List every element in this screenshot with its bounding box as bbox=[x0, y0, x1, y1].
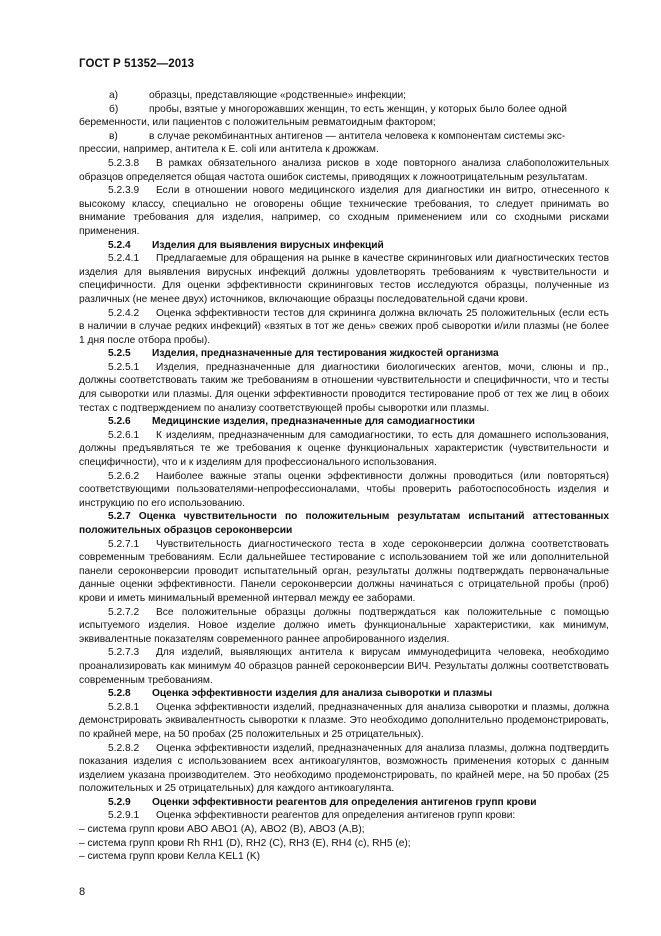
paragraph-text: Оценка эффективности тестов для скрининга должна включать 25 положительных (если есть в наличии в случае редких инфекций) «взятых в тот же день» свежих проб сыворотки и/или плазмы (не более 1 дня после отбора пробы). bbox=[79, 307, 609, 346]
paragraph-5-2-6-1 bbox=[79, 429, 609, 470]
clause-number: 5.2.7.2 bbox=[108, 606, 140, 618]
paragraph-text: К изделиям, предназначенным для самодиагностики, то есть для домашнего использования, должны предъявляться те же требования к оценке функциональных характеристик (чувствительности и специфичности), что и к изделиям для профессионального использования. bbox=[79, 429, 609, 469]
clause-number: 5.2.3.9 bbox=[108, 185, 140, 197]
paragraph-text: Все положительные образцы должны подтверждаться как положительные с помощью испытуемого изделия. Новое изделие должно иметь функциональные характеристики, как минимум, эквивалентные показателям современного раннее апробированного изделия. bbox=[79, 606, 609, 645]
clause-number: 5.2.8.2 bbox=[108, 742, 140, 754]
clause-number: 5.2.7.1 bbox=[108, 538, 140, 550]
list-text: пробы, взятые у многорожавших женщин, то есть женщин, у которых было более одной bbox=[149, 103, 567, 115]
heading-5-2-6 bbox=[79, 415, 609, 429]
page-number: 8 bbox=[79, 886, 86, 898]
paragraph-5-2-3-9 bbox=[79, 184, 609, 238]
clause-number: 5.2.9.1 bbox=[108, 810, 140, 822]
heading-number: 5.2.8 bbox=[108, 688, 131, 700]
heading-5-2-9 bbox=[79, 796, 609, 810]
paragraph-5-2-9-1 bbox=[79, 809, 609, 823]
list-item-a bbox=[79, 89, 609, 103]
paragraph-5-2-7-1 bbox=[79, 538, 609, 606]
paragraph-text: Оценка эффективности изделий, предназначенных для анализа сыворотки и плазмы, должна демонстрировать эквивалентность сыворотки к плазме. Это необходимо дополнительно продемонстрировать, по крайней мере, на 50 пробах (25 положительных и 25 отрицательных). bbox=[79, 701, 609, 740]
clause-number: 5.2.4.1 bbox=[108, 253, 140, 265]
paragraph-text: Для изделий, выявляющих антитела к вирусам иммунодефицита человека, необходимо проанализировать как минимум 40 образцов ранней сероконверсии ВИЧ. Результаты должны соответствовать современным требованиям. bbox=[79, 647, 609, 686]
heading-number: 5.2.9 bbox=[108, 796, 131, 808]
clause-number: 5.2.5.1 bbox=[108, 361, 140, 373]
heading-5-2-5 bbox=[79, 347, 609, 361]
paragraph-text: Если в отношении нового медицинского изделия для диагностики ин витро, отнесенного к высокому классу, специально не оговорены общие технические требования, то следует принимать во внимание требования для изделия, например, со сходным применением или со сходными рисками применения. bbox=[79, 185, 609, 237]
heading-5-2-7: 5.2.7 Оценка чувствительности по положительным результатам испытаний аттестованных положительных образцов сероконверсии bbox=[79, 511, 609, 536]
clause-number: 5.2.7.3 bbox=[108, 647, 140, 659]
heading-text: Оценка эффективности изделия для анализа сыворотки и плазмы bbox=[152, 688, 493, 700]
list-item-b bbox=[79, 103, 609, 117]
document-header: ГОСТ Р 51352—2013 bbox=[79, 58, 195, 70]
paragraph-text: Оценка эффективности реагентов для определения антигенов групп крови: bbox=[156, 810, 516, 822]
heading-text: Изделия для выявления вирусных инфекций bbox=[152, 239, 384, 251]
paragraph-5-2-8-1 bbox=[79, 701, 609, 742]
paragraph-5-2-4-1 bbox=[79, 252, 609, 306]
dash-list-item: – система групп крови Rh RH1 (D), RH2 (C), RH3 (E), RH4 (c), RH5 (e); bbox=[79, 837, 411, 849]
paragraph-text: Предлагаемые для обращения на рынке в качестве скрининговых или диагностических тестов изделия для выявления вирусных инфекций должны удовлетворять требованиям к чувствительности и специфичности. Для оценки эффективности скрининговых тестов исследуются образцы, полученные из различных (не менее двух) источников, включающие образцы последовательной сдачи крови. bbox=[79, 253, 609, 305]
paragraph-text: Чувствительность диагностического теста в ходе сероконверсии должна соответствовать современным требованиям. Если дальнейшее тестирование с использованием той же или дополнительной панели сероконверсии проводит испытательный орган, результаты должны подтверждать первоначальные данные оценки эффективности. Панели сероконверсии должны начинаться с отрицательной пробы (проб) крови и иметь минимальный временной интервал между ее заборами. bbox=[79, 538, 609, 604]
heading-number: 5.2.6 bbox=[108, 416, 131, 428]
clause-number: 5.2.3.8 bbox=[108, 157, 140, 169]
heading-text: Медицинские изделия, предназначенные для самодиагностики bbox=[152, 416, 475, 428]
heading-text: Изделия, предназначенные для тестирования жидкостей организма bbox=[152, 348, 499, 360]
paragraph-text: В рамках обязательного анализа рисков в ходе повторного анализа слабоположительных образцов определяется общая частота ошибок системы, приводящих к ложноотрицательным результатам. bbox=[79, 157, 609, 183]
paragraph-5-2-7-3 bbox=[79, 646, 609, 687]
list-text-continuation: беременности, или пациентов с положительным ревматоидным фактором; bbox=[79, 117, 436, 129]
list-text: образцы, представляющие «родственные» инфекции; bbox=[149, 90, 406, 101]
list-letter: в) bbox=[109, 130, 118, 142]
paragraph-5-2-6-2 bbox=[79, 470, 609, 511]
list-letter: б) bbox=[109, 103, 119, 115]
heading-5-2-8 bbox=[79, 687, 609, 701]
dash-list-item: – система групп крови Келла KEL1 (K) bbox=[79, 851, 261, 863]
dash-list-item: – система групп крови АВО АВО1 (А), АВО2 (В), АВО3 (А,В); bbox=[79, 824, 365, 836]
paragraph-5-2-7-2 bbox=[79, 606, 609, 647]
heading-text: Оценки эффективности реагентов для определения антигенов групп крови bbox=[152, 796, 537, 808]
list-item-v bbox=[79, 130, 609, 144]
paragraph-text: Изделия, предназначенные для диагностики биологических агентов, мочи, слюны и пр., должны соответствовать таким же требованиям в отношении чувствительности и специфичности, что и тесты для сыворотки или плазмы. Для оценки эффективности проводится тестирование проб от тех же лиц в обоих тестах с подтверждением по анализу соответствующей пробы сыворотки или плазмы. bbox=[79, 361, 609, 414]
paragraph-5-2-5-1 bbox=[79, 361, 609, 415]
paragraph-5-2-8-2 bbox=[79, 742, 609, 796]
heading-number: 5.2.4 bbox=[108, 239, 131, 251]
clause-number: 5.2.4.2 bbox=[108, 307, 140, 319]
list-letter: а) bbox=[109, 90, 119, 101]
document-body bbox=[79, 89, 609, 864]
list-text-continuation: прессии, например, антитела к E. coli или антитела к дрожжам. bbox=[79, 144, 379, 156]
clause-number: 5.2.6.2 bbox=[108, 470, 140, 482]
paragraph-5-2-4-2 bbox=[79, 307, 609, 348]
clause-number: 5.2.6.1 bbox=[108, 429, 140, 441]
paragraph-text: Наиболее важные этапы оценки эффективности должны проводиться (или повторяться) соответствующими пользователями-непрофессионалами, чтобы проверить работоспособность изделия и инструкцию по его использованию. bbox=[79, 470, 609, 509]
paragraph-text: Оценка эффективности изделий, предназначенных для анализа плазмы, должна подтвердить показания изделия с использованием всех антикоагулянтов, возможность применения которых с данным изделием указана производителем. Это необходимо продемонстрировать, по крайней мере, на 50 пробах (25 положительных и 25 отрицательных) для каждого антикоагулянта. bbox=[79, 742, 609, 795]
heading-5-2-4 bbox=[79, 239, 609, 253]
list-text: в случае рекомбинантных антигенов — антитела человека к компонентам системы экс- bbox=[149, 130, 566, 142]
heading-number: 5.2.5 bbox=[108, 348, 131, 360]
clause-number: 5.2.8.1 bbox=[108, 701, 140, 713]
paragraph-5-2-3-8 bbox=[79, 157, 609, 184]
